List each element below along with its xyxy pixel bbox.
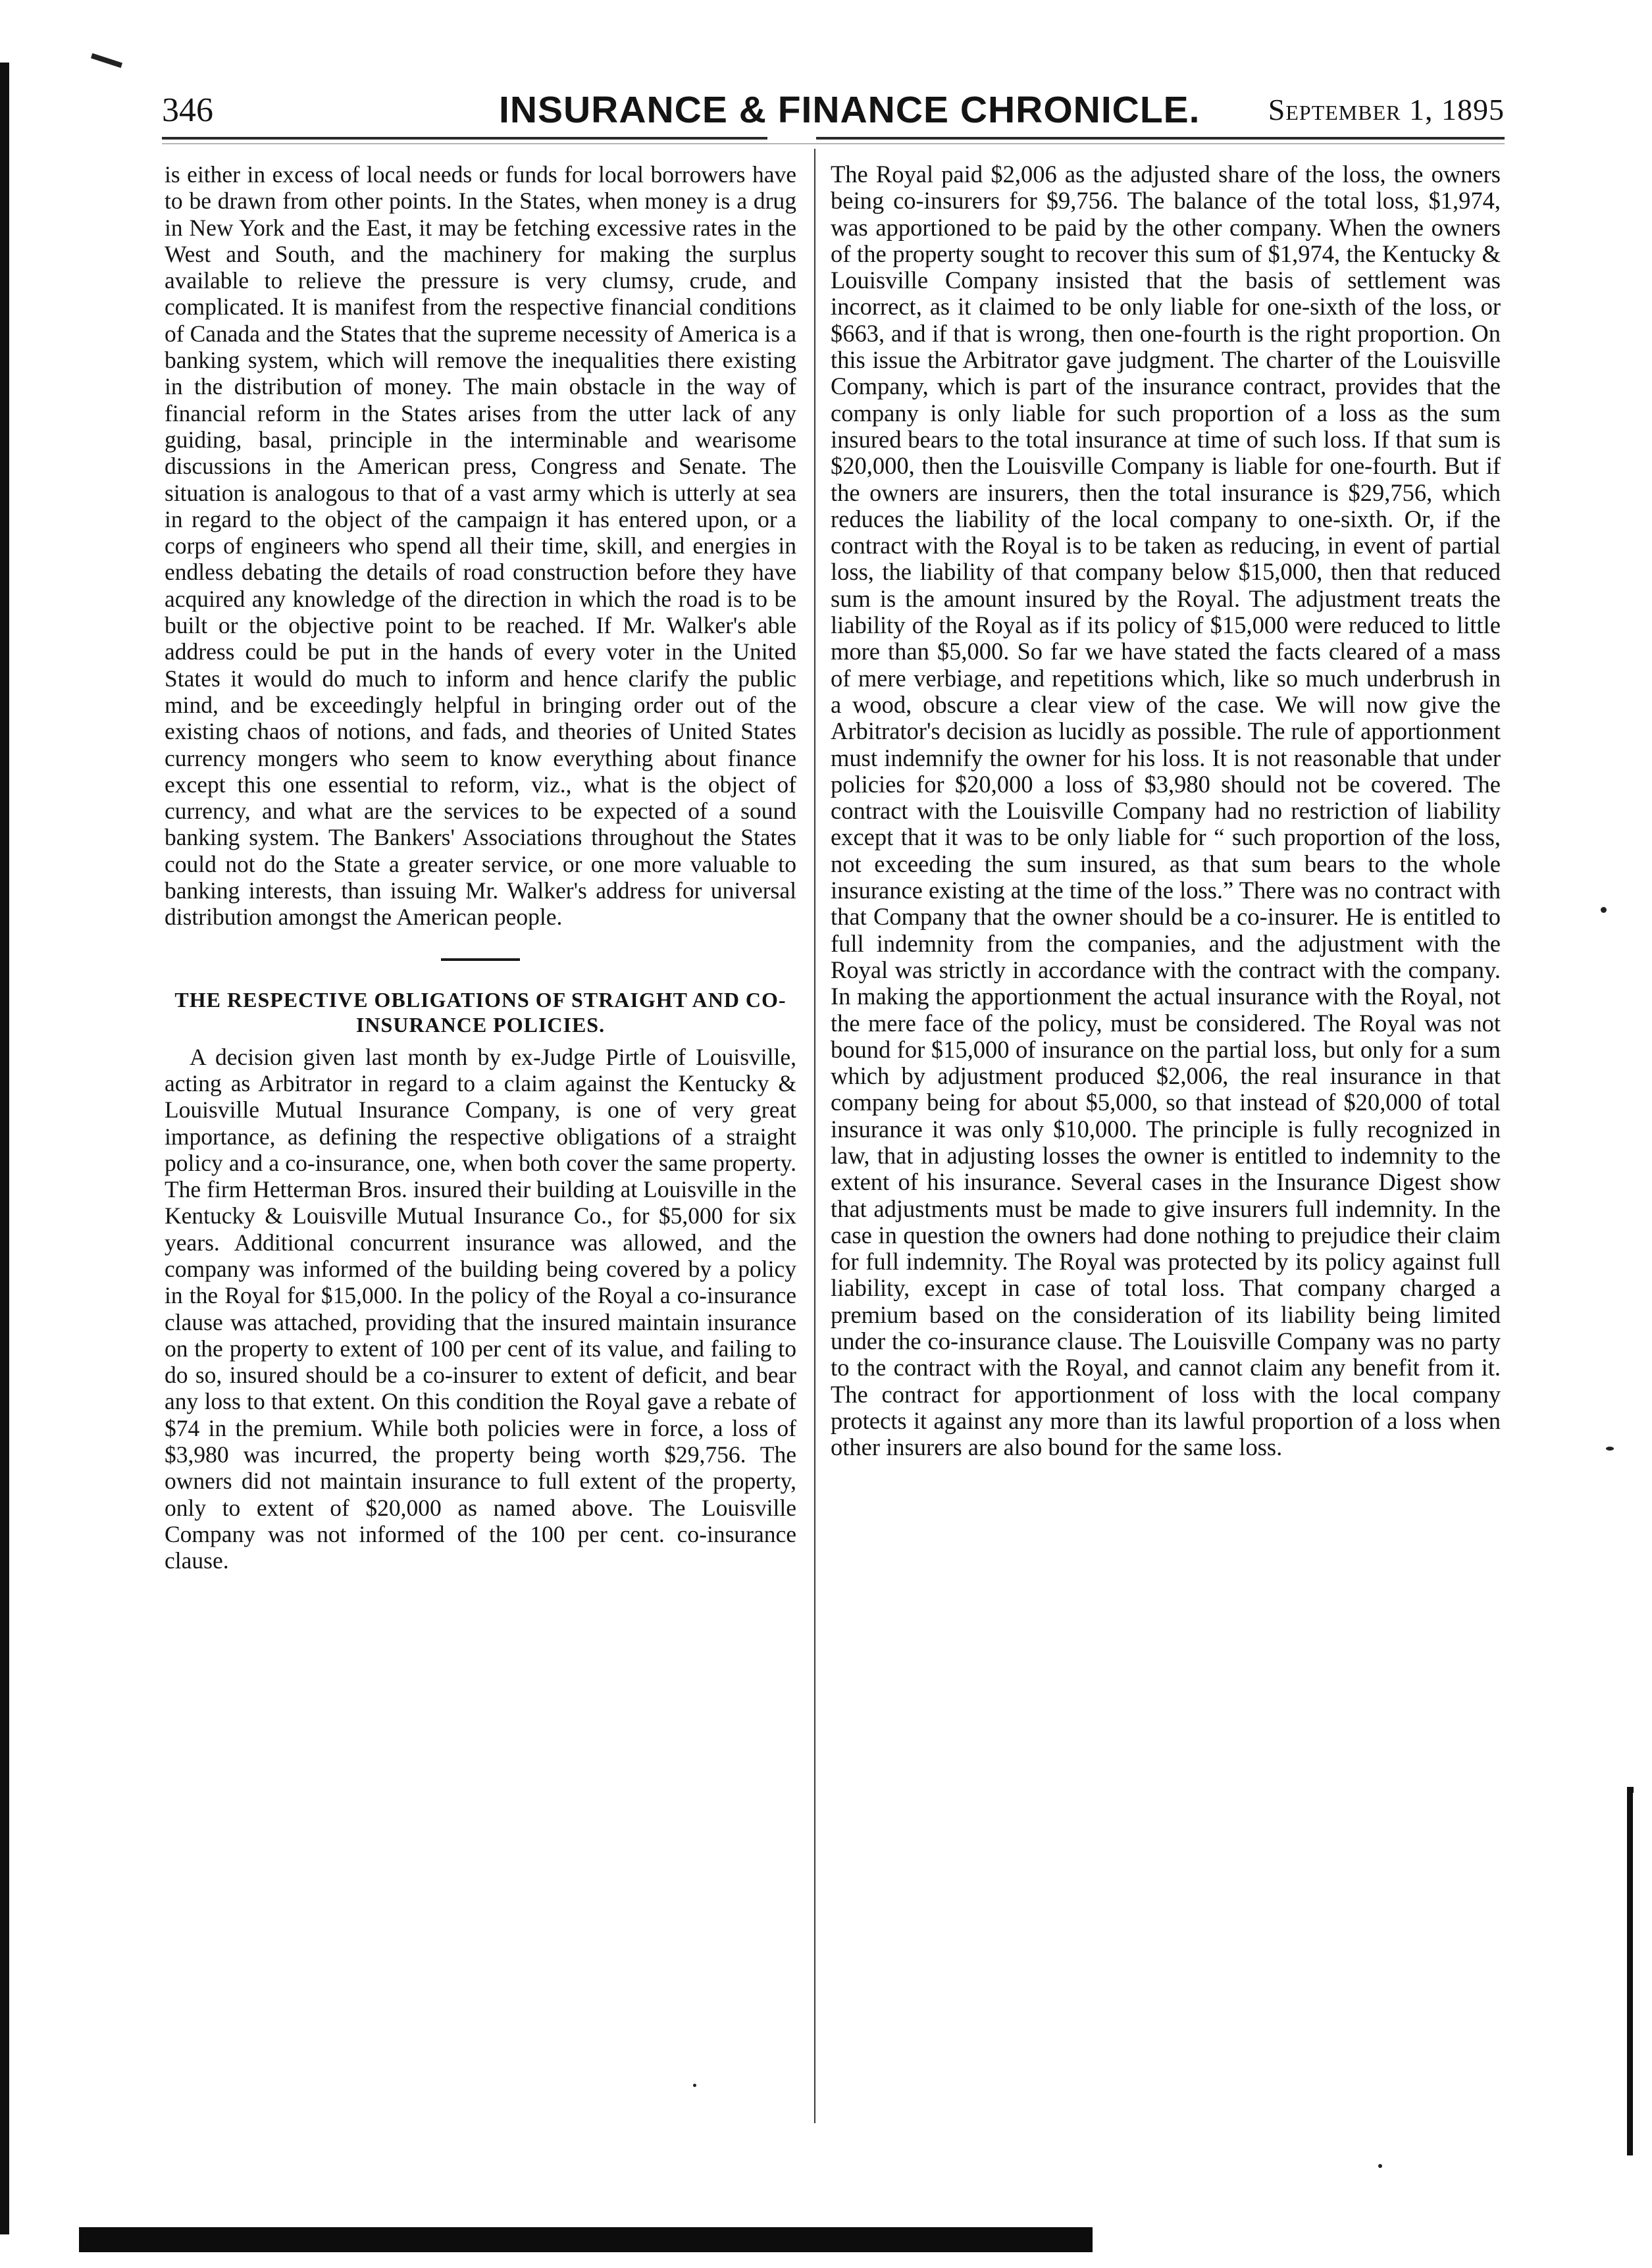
scan-edge-shadow — [0, 63, 9, 2234]
section-title: THE RESPECTIVE OBLIGATIONS OF STRAIGHT AND CO-INSURANCE POLICIES. — [174, 987, 787, 1037]
scan-speck — [1601, 907, 1607, 913]
right-column — [831, 161, 1501, 1461]
article-continuation: The Royal paid $2,006 as the adjusted share of the loss, the owners being co-insurers for $9,756. The balance of the total loss, $1,974, was apportioned to be paid by the other company. When the owners of the property sought to recover this sum of $1,974, the Kentucky & Louisville Company insisted that the basis of settlement was incorrect, as it claimed to be only liable for one-sixth of the loss, or $663, and if that is wrong, then one-fourth is the right proportion. On this issue the Arbitrator gave judgment. The charter of the Louisville Company, which is part of the insurance contract, provides that the company is only liable for such proportion of a loss as the sum insured bears to the total insurance at time of such loss. If that sum is $20,000, then the Louisville Company is liable for one-fourth. But if the owners are insurers, then the total insurance is $29,756, which reduces the liability of the local company to one-sixth. Or, if the contract with the Royal is to be taken as reducing, in event of partial loss, the liability of that company below $15,000, then that reduced sum is the amount insured by the Royal. The adjustment treats the liability of the Royal as if its policy of $15,000 were reduced to little more than $5,000. So far we have stated the facts cleared of a mass of mere verbiage, and repetitions which, like so much underbrush in a wood, obscure a clear view of the case. We will now give the Arbitrator's decision as lucidly as possible. The rule of apportionment must indemnify the owner for his loss. It is not reasonable that under policies for $20,000 a loss of $3,980 should not be covered. The contract with the Louisville Company had no restriction of liability except that it was to be only liable for “ such proportion of the loss, not exceeding the sum insured, as that sum bears to the whole insurance existing at the time of the loss.” There was no contract with that Company that the owner should be a co-insurer. He is entitled to full indemnity from the companies, and the adjustment with the Royal was strictly in accordance with the contract with the company. In making the apportionment the actual insurance with the Royal, not the mere face of the policy, must be considered. The Royal was not bound for $15,000 of insurance on the partial loss, but only for a sum which by adjustment produced $2,006, the real insurance in that company being for about $5,000, so that instead of $20,000 of total insurance it was only $10,000. The principle is fully recognized in law, that in adjusting losses the owner is entitled to indemnity to the extent of his insurance. Several cases in the Insurance Digest show that adjustments must be made to give insurers full indemnity. In the case in question the owners had done nothing to prejudice their claim for full indemnity. The Royal was protected by its policy against full liability, except in case of total loss. That company charged a premium based on the consideration of its liability being limited under the co-insurance clause. The Louisville Company was no party to the contract with the Royal, and cannot claim any benefit from it. The contract for apportionment of loss with the local company protects it against any more than its lawful proportion of a loss when other insurers are also bound for the same loss. — [831, 161, 1501, 1461]
scan-speck — [1606, 1447, 1614, 1451]
issue-date: September 1, 1895 — [1268, 93, 1505, 126]
article-paragraph: A decision given last month by ex-Judge Pirtle of Louisville, acting as Arbitrator in regard to a claim against the Kentucky & Louisville Mutual Insurance Company, is one of very great importance, as defining the respective obligations of a straight policy and a co-insurance, one, when both cover the same property. The firm Hetterman Bros. insured their building at Louisville in the Kentucky & Louisville Mutual Insurance Co., for $5,000 for six years. Additional concurrent insurance was allowed, and the company was informed of the building being covered by a policy in the Royal for $15,000. In the policy of the Royal a co-insurance clause was attached, providing that the insured maintain insurance on the property to extent of 100 per cent of its value, and failing to do so, insured should be a co-insurer to extent of deficit, and bear any loss to that extent. On this condition the Royal gave a rebate of $74 in the premium. While both policies were in force, a loss of $3,980 was incurred, the property being worth $29,756. The owners did not maintain insurance to full extent of the property, only to extent of $20,000 as named above. The Louisville Company was not informed of the 100 per cent. co-insurance clause. — [165, 1043, 796, 1574]
header-rule — [162, 137, 767, 140]
banking-article-continuation: is either in excess of local needs or funds for local borrowers have to be drawn from other points. In the States, when money is a drug in New York and the East, it may be fetching excessive rates in the West and South, and the machinery for making the surplus available to relieve the pressure is very clumsy, crude, and complicated. It is manifest from the respective financial conditions of Canada and the States that the supreme necessity of America is a banking system, which will remove the inequalities there existing in the distribution of money. The main obstacle in the way of financial reform in the States arises from the utter lack of any guiding, basal, principle in the interminable and wearisome discussions in the American press, Congress and Senate. The situation is analogous to that of a vast army which is utterly at sea in regard to the object of the campaign it has entered upon, or a corps of engineers who spend all their time, skill, and energies in endless debating the details of road construction before they have acquired any knowledge of the direction in which the road is to be built or the objective point to be reached. If Mr. Walker's able address could be put in the hands of every voter in the United States it would do much to inform and hence clarify the public mind, and be exceedingly helpful in bringing order out of the existing chaos of notions, and fads, and theories of United States currency mongers who seem to know everything about finance except this one essential to reform, viz., what is the object of currency, and what are the services to be expected of a sound banking system. The Bankers' Associations throughout the States could not do the State a greater service, or one more valuable to banking interests, than issuing Mr. Walker's address for universal distribution amongst the American people. — [165, 161, 796, 931]
scan-bracket-mark — [1627, 1787, 1634, 2155]
header-rule-thin — [162, 143, 1505, 144]
scan-speck — [1378, 2164, 1382, 2168]
scan-bottom-shadow — [79, 2227, 1093, 2252]
scan-mark — [91, 53, 122, 68]
left-column — [165, 161, 796, 1574]
column-divider — [814, 149, 815, 2123]
page-number: 346 — [162, 91, 213, 129]
section-separator — [441, 958, 520, 961]
header-rule — [816, 137, 1505, 140]
scan-speck — [693, 2084, 696, 2087]
journal-title: INSURANCE & FINANCE CHRONICLE. — [499, 89, 1200, 131]
page-header — [162, 86, 1505, 132]
